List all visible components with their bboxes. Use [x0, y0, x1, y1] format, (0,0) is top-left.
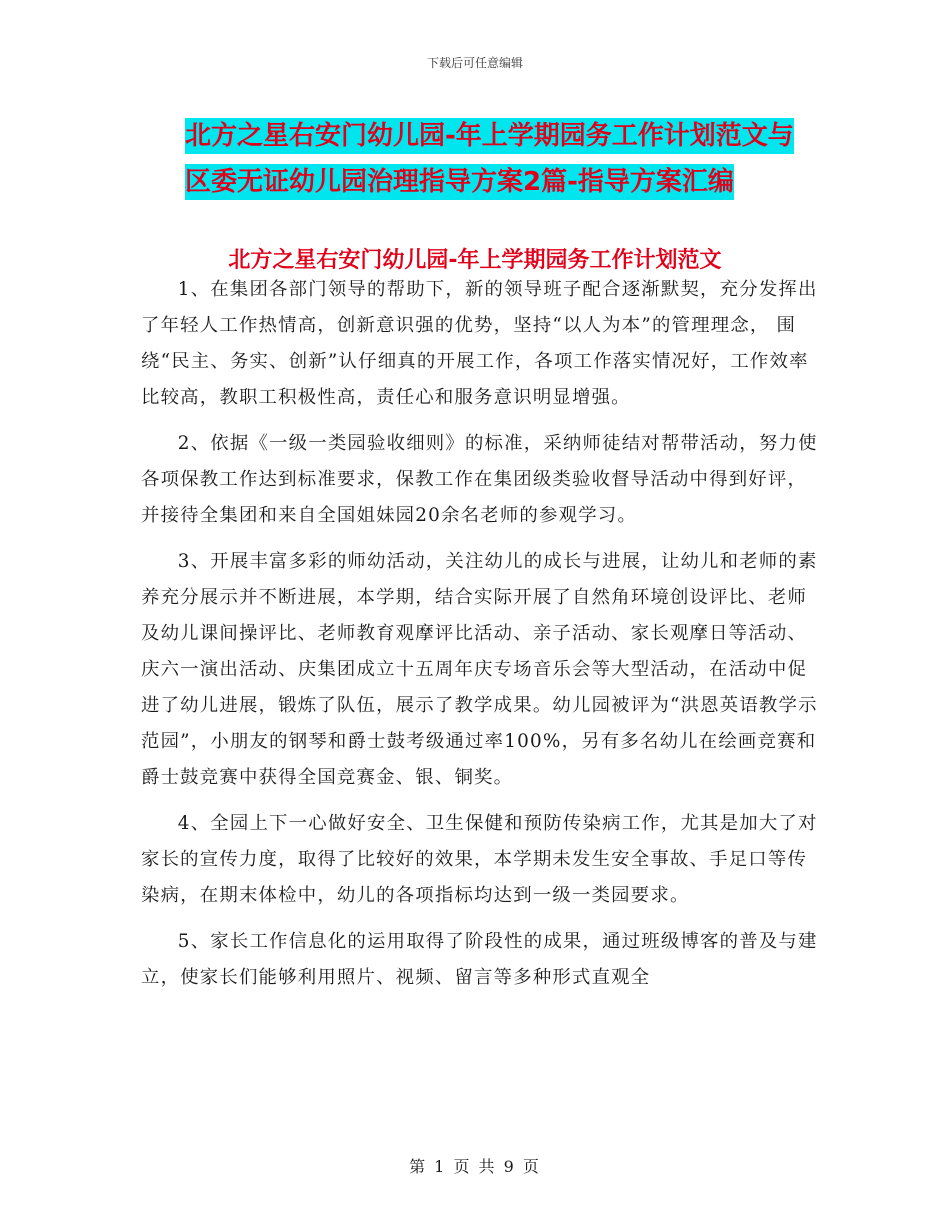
document-title-line-2: 区委无证幼儿园治理指导方案2篇-指导方案汇编 [185, 164, 734, 200]
page-number: 第 1 页 共 9 页 [409, 1157, 541, 1176]
document-body [141, 272, 821, 996]
paragraph-1: 1、在集团各部门领导的帮助下，新的领导班子配合逐渐默契，充分发挥出了年轻人工作热情高，创新意识强的优势，坚持“以人为本”的管理理念， 围绕“民主、务实、创新”认仔细真的开展工作，各项工作落实情况好，工作效率比较高，教职工积极性高，责任心和服务意识明显增强。 [141, 279, 818, 408]
paragraph-5: 5、家长工作信息化的运用取得了阶段性的成果，通过班级博客的普及与建立，使家长们能够利用照片、视频、留言等多种形式直观全 [141, 931, 818, 988]
paragraph-2: 2、依据《一级一类园验收细则》的标准，采纳师徒结对帮带活动，努力使各项保教工作达到标准要求，保教工作在集团级类验收督导活动中得到好评，并接待全集团和来自全国姐妹园20余名老师的参观学习。 [141, 433, 818, 526]
document-title [185, 113, 825, 205]
paragraph-4: 4、全园上下一心做好安全、卫生保健和预防传染病工作，尤其是加大了对家长的宣传力度，取得了比较好的效果，本学期未发生安全事故、手足口等传染病，在期末体检中，幼儿的各项指标均达到一级一类园要求。 [141, 813, 818, 906]
paragraph-3: 3、开展丰富多彩的师幼活动，关注幼儿的成长与进展，让幼儿和老师的素养充分展示并不断进展，本学期，结合实际开展了自然角环境创设评比、老师及幼儿课间操评比、老师教育观摩评比活动、亲子活动、家长观摩日等活动、庆六一演出活动、庆集团成立十五周年庆专场音乐会等大型活动，在活动中促进了幼儿进展，锻炼了队伍，展示了教学成果。幼儿园被评为“洪恩英语教学示范园”，小朋友的钢琴和爵士鼓考级通过率100%，另有多名幼儿在绘画竞赛和爵士鼓竞赛中获得全国竞赛金、银、铜奖。 [141, 551, 818, 788]
document-title-line-1: 北方之星右安门幼儿园-年上学期园务工作计划范文与 [185, 118, 794, 154]
section-title: 北方之星右安门幼儿园-年上学期园务工作计划范文 [228, 248, 722, 273]
page-header-note: 下载后可任意编辑 [426, 56, 523, 70]
